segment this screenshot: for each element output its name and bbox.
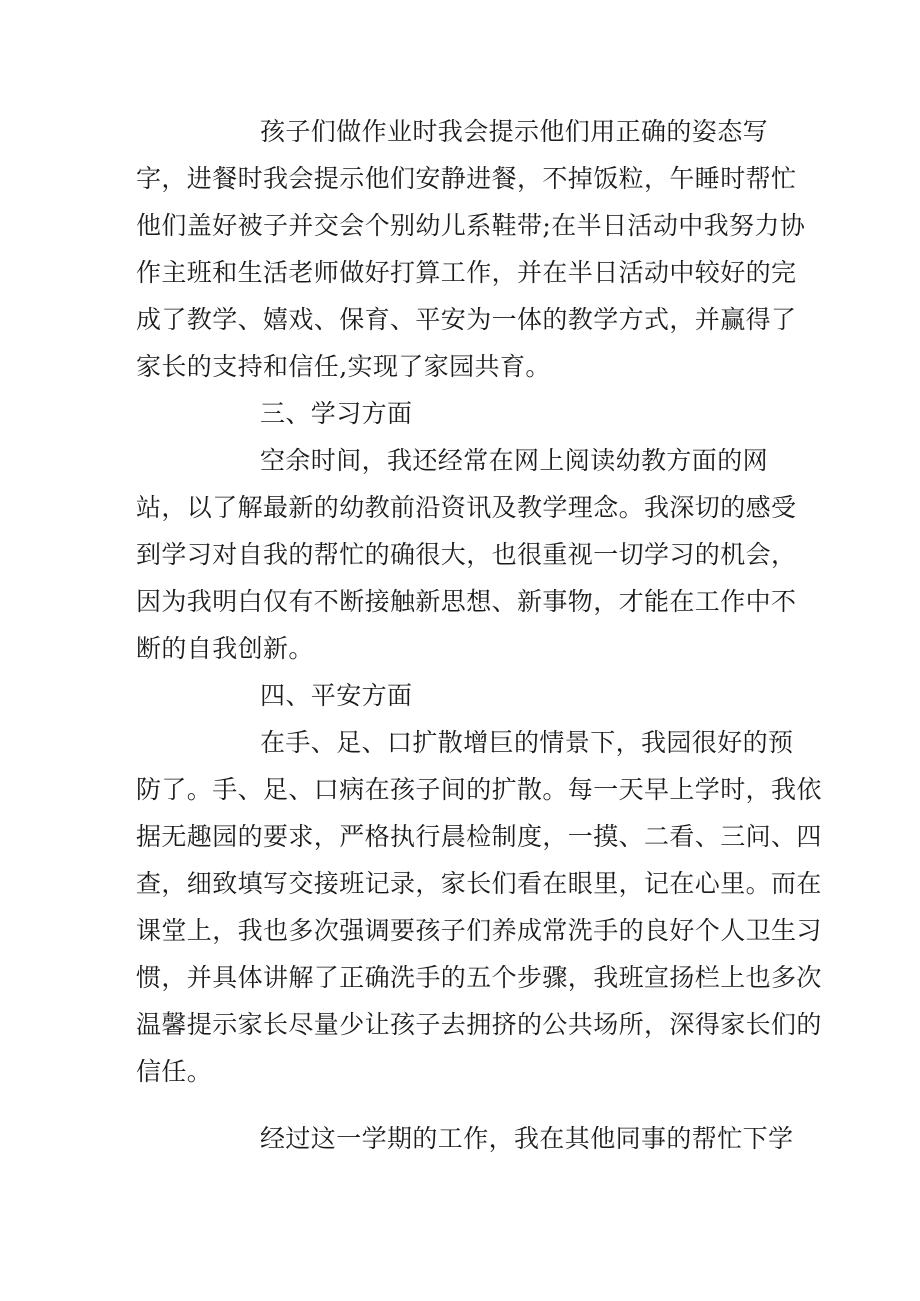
paragraph-line: 惯，并具体讲解了正确洗手的五个步骤，我班宣扬栏上也多次: [136, 963, 822, 992]
paragraph-line: 作主班和生活老师做好打算工作，并在半日活动中较好的完: [136, 258, 797, 287]
document-body: [136, 108, 822, 1162]
paragraph-line: 到学习对自我的帮忙的确很大，也很重视一切学习的机会，: [136, 540, 797, 569]
paragraph-line: 温馨提示家长尽量少让孩子去拥挤的公共场所，深得家长们的: [136, 1010, 822, 1039]
paragraph-line: 防了。手、足、口病在孩子间的扩散。每一天早上学时，我依: [136, 775, 822, 804]
paragraph-line: 课堂上，我也多次强调要孩子们养成常洗手的良好个人卫生习: [136, 916, 822, 945]
paragraph-line: 据无趣园的要求，严格执行晨检制度，一摸、二看、三问、四: [136, 822, 822, 851]
section-heading-safety: 四、平安方面: [260, 681, 413, 710]
paragraph-line: 空余时间，我还经常在网上阅读幼教方面的网: [260, 446, 769, 475]
section-heading-study: 三、学习方面: [260, 399, 413, 428]
paragraph-line: 成了教学、嬉戏、保育、平安为一体的教学方式，并赢得了: [136, 305, 797, 334]
paragraph-line: 站，以了解最新的幼教前沿资讯及教学理念。我深切的感受: [136, 493, 797, 522]
paragraph-line: 经过这一学期的工作，我在其他同事的帮忙下学: [260, 1124, 794, 1153]
paragraph-line: 他们盖好被子并交会个别幼儿系鞋带;在半日活动中我努力协: [136, 211, 806, 240]
paragraph-line: 家长的支持和信任,实现了家园共育。: [136, 352, 551, 381]
paragraph-line: 在手、足、口扩散增巨的情景下，我园很好的预: [260, 728, 794, 757]
paragraph-line: 因为我明白仅有不断接触新思想、新事物，才能在工作中不: [136, 587, 797, 616]
paragraph-line: 断的自我创新。: [136, 634, 314, 663]
paragraph-line: 查，细致填写交接班记录，家长们看在眼里，记在心里。而在: [136, 869, 822, 898]
paragraph-line: 孩子们做作业时我会提示他们用正确的姿态写: [260, 117, 769, 146]
paragraph-line: 字，进餐时我会提示他们安静进餐，不掉饭粒，午睡时帮忙: [136, 164, 797, 193]
paragraph-line: 信任。: [136, 1057, 213, 1086]
